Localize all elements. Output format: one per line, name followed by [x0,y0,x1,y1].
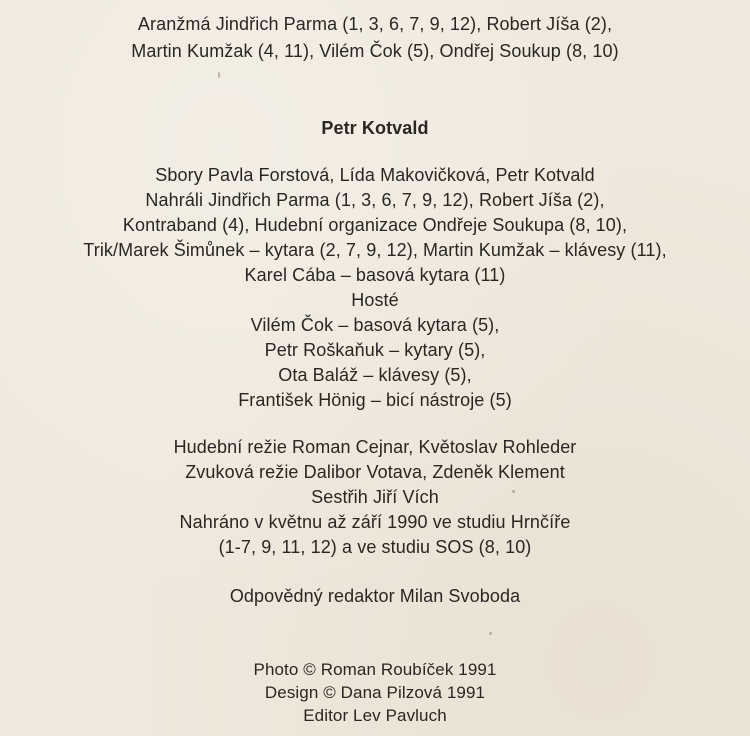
paper-speck [218,72,220,78]
production-line-2: Zvuková režie Dalibor Votava, Zdeněk Klement [185,462,565,482]
paper-speck [512,490,515,493]
recorded-by-line-4: Karel Cába – basová kytara (11) [244,265,506,285]
paper-speck [489,632,492,635]
responsible-editor-line: Odpovědný redaktor Milan Svoboda [229,586,521,606]
production-line-4: Nahráno v květnu až září 1990 ve studiu Hrnčíře [179,512,571,532]
production-line-1: Hudební režie Roman Cejnar, Květoslav Rohleder [173,437,577,457]
production-line-5: (1-7, 9, 11, 12) a ve studiu SOS (8, 10) [218,537,532,557]
recorded-by-line-2: Kontraband (4), Hudební organizace Ondřeje Soukupa (8, 10), [122,215,628,235]
footer-photo-credit: Photo © Roman Roubíček 1991 [253,660,497,679]
guests-label: Hosté [351,290,399,310]
footer-editor-credit: Editor Lev Pavluch [303,706,447,725]
recorded-by-line-3: Trik/Marek Šimůnek – kytara (2, 7, 9, 12), Martin Kumžak – klávesy (11), [83,240,667,260]
guest-line-3: Ota Baláž – klávesy (5), [278,365,472,385]
arrangement-line-2: Martin Kumžak (4, 11), Vilém Čok (5), Ondřej Soukup (8, 10) [131,41,619,61]
production-line-3: Sestřih Jiří Vích [311,487,439,507]
footer-design-credit: Design © Dana Pilzová 1991 [264,683,486,702]
guest-line-2: Petr Roškaňuk – kytary (5), [264,340,486,360]
artist-heading: Petr Kotvald [321,118,429,138]
recorded-by-line-1: Nahráli Jindřich Parma (1, 3, 6, 7, 9, 12), Robert Jíša (2), [145,190,605,210]
arrangement-line-1: Aranžmá Jindřich Parma (1, 3, 6, 7, 9, 12), Robert Jíša (2), [137,14,613,34]
guest-line-4: František Hönig – bicí nástroje (5) [238,390,512,410]
choirs-line: Sbory Pavla Forstová, Lída Makovičková, Petr Kotvald [155,165,595,185]
guest-line-1: Vilém Čok – basová kytara (5), [250,315,500,335]
